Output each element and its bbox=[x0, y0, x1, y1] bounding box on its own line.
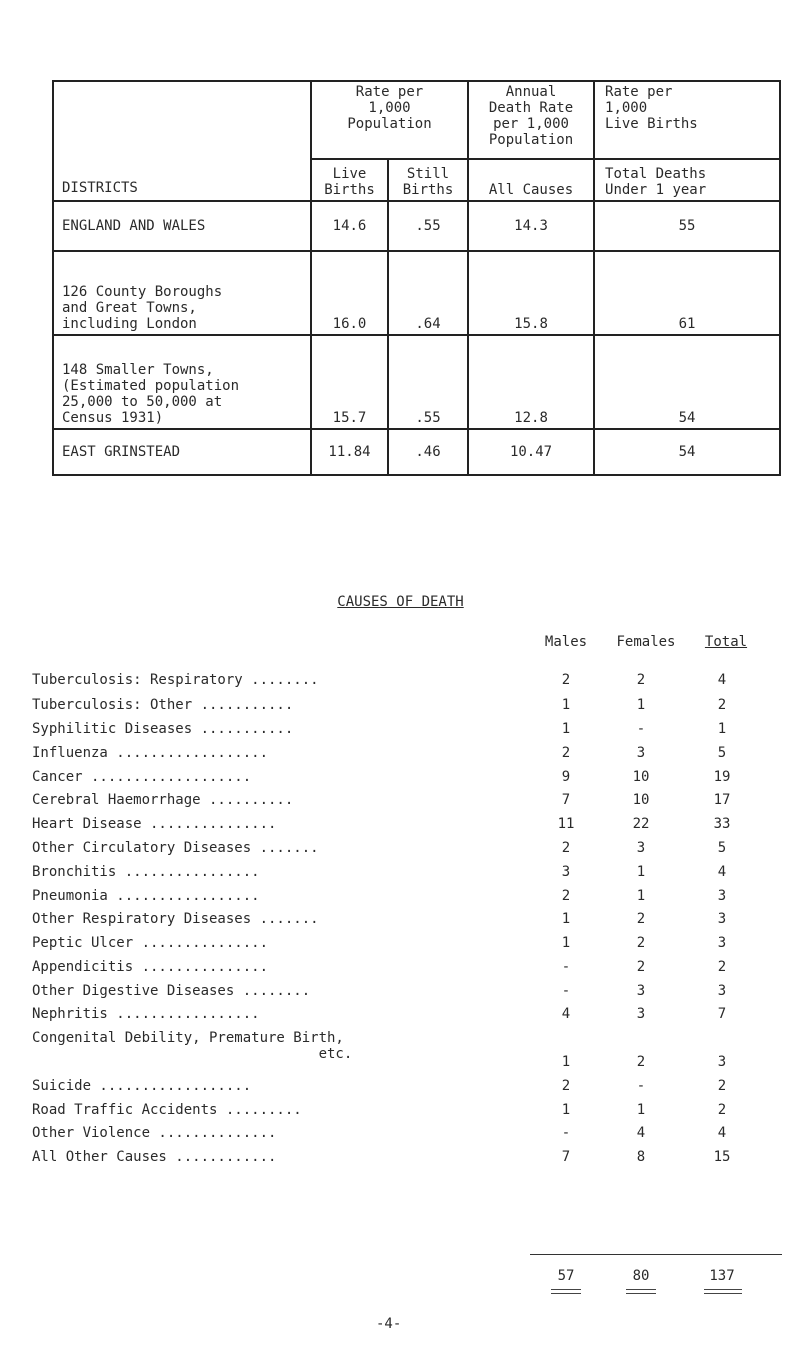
district-name: 148 Smaller Towns, (Estimated population 25,000 to 50,000 at Census 1931) bbox=[53, 335, 311, 429]
cause-females-count: 3 bbox=[636, 840, 646, 856]
cause-males-count: 3 bbox=[561, 864, 571, 880]
list-item bbox=[0, 959, 801, 979]
list-item bbox=[0, 792, 801, 812]
cause-total-count: 3 bbox=[717, 888, 727, 904]
list-item bbox=[0, 721, 801, 741]
cause-label: Other Circulatory Diseases ....... bbox=[32, 840, 319, 856]
cause-label: Cancer ................... bbox=[32, 769, 252, 785]
cause-label: Other Respiratory Diseases ....... bbox=[32, 911, 319, 927]
females-header: Females bbox=[616, 634, 676, 650]
all-causes-header: All Causes bbox=[468, 159, 594, 201]
list-item bbox=[0, 888, 801, 908]
cause-males-count: 4 bbox=[561, 1006, 571, 1022]
cause-total-count: 3 bbox=[717, 1054, 727, 1070]
districts-header: DISTRICTS bbox=[53, 81, 311, 201]
rate-per-population-header: Rate per 1,000 Population bbox=[311, 81, 468, 159]
cause-males-count: 11 bbox=[557, 816, 575, 832]
males-header: Males bbox=[544, 634, 588, 650]
under-1-rate: 54 bbox=[594, 429, 780, 475]
cause-total-count: 3 bbox=[717, 935, 727, 951]
list-item bbox=[0, 769, 801, 789]
cause-females-count: 1 bbox=[636, 1102, 646, 1118]
cause-label: Other Violence .............. bbox=[32, 1125, 277, 1141]
list-item bbox=[0, 745, 801, 765]
cause-females-count: 10 bbox=[632, 769, 650, 785]
cause-males-count: - bbox=[561, 959, 571, 975]
cause-label: Heart Disease ............... bbox=[32, 816, 277, 832]
cause-total-count: 7 bbox=[717, 1006, 727, 1022]
rates-table bbox=[52, 80, 781, 476]
cause-total-count: 2 bbox=[717, 1102, 727, 1118]
cause-total-count: 4 bbox=[717, 864, 727, 880]
list-item bbox=[0, 840, 801, 860]
table-row bbox=[53, 201, 780, 251]
total-females: 80 bbox=[632, 1268, 650, 1284]
double-rule bbox=[551, 1289, 581, 1294]
cause-males-count: 2 bbox=[561, 745, 571, 761]
cause-females-count: 3 bbox=[636, 745, 646, 761]
still-births-rate: .55 bbox=[388, 335, 468, 429]
cause-females-count: 1 bbox=[636, 697, 646, 713]
cause-label: Appendicitis ............... bbox=[32, 959, 269, 975]
cause-total-count: 33 bbox=[713, 816, 731, 832]
cause-females-count: 1 bbox=[636, 864, 646, 880]
live-births-rate: 14.6 bbox=[311, 201, 388, 251]
annual-death-rate-header: Annual Death Rate per 1,000 Population bbox=[468, 81, 594, 159]
totals-row bbox=[0, 1268, 801, 1288]
under-1-header: Total Deaths Under 1 year bbox=[594, 159, 780, 201]
list-item bbox=[0, 672, 801, 692]
total-males: 57 bbox=[557, 1268, 575, 1284]
cause-label: Influenza .................. bbox=[32, 745, 269, 761]
live-births-rate: 15.7 bbox=[311, 335, 388, 429]
total-header: Total bbox=[704, 634, 748, 650]
cause-females-count: 4 bbox=[636, 1125, 646, 1141]
cause-label: Pneumonia ................. bbox=[32, 888, 260, 904]
cause-males-count: 7 bbox=[561, 792, 571, 808]
cause-total-count: 15 bbox=[713, 1149, 731, 1165]
list-item bbox=[0, 1078, 801, 1098]
cause-females-count: 2 bbox=[636, 1054, 646, 1070]
cause-females-count: - bbox=[636, 721, 646, 737]
cause-males-count: 2 bbox=[561, 888, 571, 904]
cause-males-count: 1 bbox=[561, 1102, 571, 1118]
table-row bbox=[53, 429, 780, 475]
cause-males-count: 1 bbox=[561, 911, 571, 927]
cause-label: Other Digestive Diseases ........ bbox=[32, 983, 311, 999]
cause-females-count: 2 bbox=[636, 672, 646, 688]
double-rule bbox=[704, 1289, 742, 1294]
cause-total-count: 5 bbox=[717, 745, 727, 761]
list-item bbox=[0, 864, 801, 884]
cause-label: Tuberculosis: Respiratory ........ bbox=[32, 672, 319, 688]
still-births-rate: .46 bbox=[388, 429, 468, 475]
cause-females-count: 1 bbox=[636, 888, 646, 904]
cause-label: Nephritis ................. bbox=[32, 1006, 260, 1022]
live-births-header: Live Births bbox=[311, 159, 388, 201]
cause-females-count: 3 bbox=[636, 1006, 646, 1022]
cause-label: Syphilitic Diseases ........... bbox=[32, 721, 294, 737]
cause-females-count: - bbox=[636, 1078, 646, 1094]
district-name: 126 County Boroughs and Great Towns, including London bbox=[53, 251, 311, 335]
cause-males-count: 2 bbox=[561, 1078, 571, 1094]
cause-total-count: 2 bbox=[717, 959, 727, 975]
cause-females-count: 2 bbox=[636, 935, 646, 951]
cause-males-count: - bbox=[561, 983, 571, 999]
still-births-header: Still Births bbox=[388, 159, 468, 201]
sum-rule bbox=[530, 1254, 782, 1255]
cause-males-count: 2 bbox=[561, 840, 571, 856]
list-item bbox=[0, 1102, 801, 1122]
cause-label: Bronchitis ................ bbox=[32, 864, 260, 880]
list-item bbox=[0, 697, 801, 717]
list-item bbox=[0, 1125, 801, 1145]
cause-total-count: 3 bbox=[717, 983, 727, 999]
rate-per-live-births-header: Rate per 1,000 Live Births bbox=[594, 81, 780, 159]
cause-total-count: 4 bbox=[717, 672, 727, 688]
district-name: EAST GRINSTEAD bbox=[53, 429, 311, 475]
cause-females-count: 10 bbox=[632, 792, 650, 808]
cause-total-count: 2 bbox=[717, 1078, 727, 1094]
list-item bbox=[0, 1030, 801, 1070]
grand-total: 137 bbox=[709, 1268, 735, 1284]
cause-total-count: 17 bbox=[713, 792, 731, 808]
all-causes-rate: 15.8 bbox=[468, 251, 594, 335]
cause-total-count: 3 bbox=[717, 911, 727, 927]
table-row bbox=[53, 251, 780, 335]
cause-males-count: 9 bbox=[561, 769, 571, 785]
cause-females-count: 3 bbox=[636, 983, 646, 999]
list-item bbox=[0, 1006, 801, 1026]
list-item bbox=[0, 983, 801, 1003]
cause-females-count: 8 bbox=[636, 1149, 646, 1165]
all-causes-rate: 14.3 bbox=[468, 201, 594, 251]
cause-total-count: 5 bbox=[717, 840, 727, 856]
cause-total-count: 4 bbox=[717, 1125, 727, 1141]
cause-label: Suicide .................. bbox=[32, 1078, 252, 1094]
cause-females-count: 22 bbox=[632, 816, 650, 832]
cause-label: Peptic Ulcer ............... bbox=[32, 935, 269, 951]
cause-males-count: 1 bbox=[561, 697, 571, 713]
cause-total-count: 1 bbox=[717, 721, 727, 737]
list-item bbox=[0, 911, 801, 931]
cause-males-count: 1 bbox=[561, 721, 571, 737]
cause-label: All Other Causes ............ bbox=[32, 1149, 277, 1165]
list-item bbox=[0, 1149, 801, 1169]
rates-header-row-1 bbox=[53, 81, 780, 159]
cause-males-count: 2 bbox=[561, 672, 571, 688]
cause-males-count: 1 bbox=[561, 935, 571, 951]
list-item bbox=[0, 816, 801, 836]
page-number: -4- bbox=[376, 1316, 402, 1332]
cause-females-count: 2 bbox=[636, 911, 646, 927]
cause-label: Tuberculosis: Other ........... bbox=[32, 697, 294, 713]
double-rule bbox=[626, 1289, 656, 1294]
under-1-rate: 55 bbox=[594, 201, 780, 251]
still-births-rate: .64 bbox=[388, 251, 468, 335]
causes-title: CAUSES OF DEATH bbox=[337, 594, 464, 610]
cause-males-count: 1 bbox=[561, 1054, 571, 1070]
cause-label: Road Traffic Accidents ......... bbox=[32, 1102, 302, 1118]
cause-females-count: 2 bbox=[636, 959, 646, 975]
table-row bbox=[53, 335, 780, 429]
under-1-rate: 61 bbox=[594, 251, 780, 335]
cause-label: Congenital Debility, Premature Birth, etc. bbox=[32, 1030, 353, 1062]
live-births-rate: 11.84 bbox=[311, 429, 388, 475]
list-item bbox=[0, 935, 801, 955]
cause-males-count: - bbox=[561, 1125, 571, 1141]
cause-label: Cerebral Haemorrhage .......... bbox=[32, 792, 294, 808]
cause-total-count: 19 bbox=[713, 769, 731, 785]
district-name: ENGLAND AND WALES bbox=[53, 201, 311, 251]
under-1-rate: 54 bbox=[594, 335, 780, 429]
still-births-rate: .55 bbox=[388, 201, 468, 251]
all-causes-rate: 10.47 bbox=[468, 429, 594, 475]
all-causes-rate: 12.8 bbox=[468, 335, 594, 429]
cause-males-count: 7 bbox=[561, 1149, 571, 1165]
live-births-rate: 16.0 bbox=[311, 251, 388, 335]
cause-total-count: 2 bbox=[717, 697, 727, 713]
